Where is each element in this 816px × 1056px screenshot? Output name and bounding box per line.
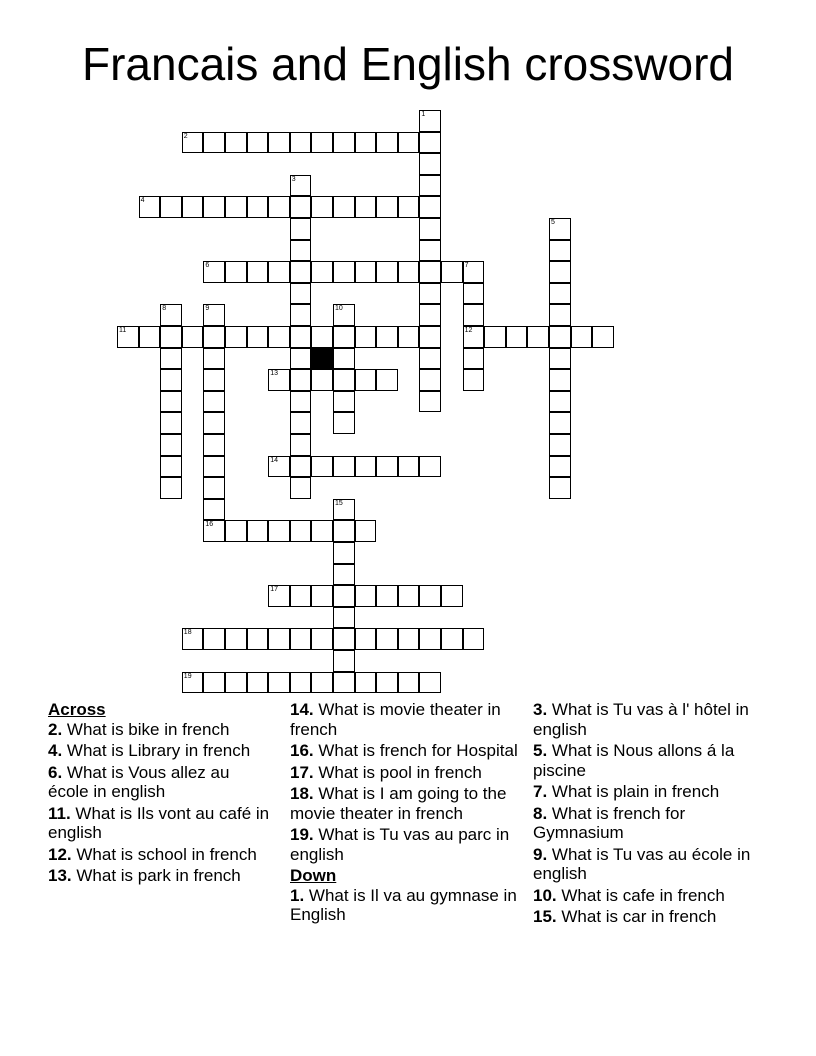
grid-cell[interactable] bbox=[333, 499, 355, 521]
grid-cell[interactable] bbox=[419, 672, 441, 694]
grid-cell[interactable] bbox=[247, 672, 269, 694]
grid-cell[interactable] bbox=[225, 326, 247, 348]
grid-cell[interactable] bbox=[549, 391, 571, 413]
grid-cell[interactable] bbox=[160, 434, 182, 456]
grid-cell[interactable] bbox=[333, 391, 355, 413]
grid-cell[interactable] bbox=[225, 132, 247, 154]
clue-item-number: 11. bbox=[48, 803, 71, 823]
grid-cell[interactable] bbox=[311, 520, 333, 542]
clue-item-text: What is I am going to the movie theater in french bbox=[290, 784, 507, 823]
grid-cell[interactable] bbox=[463, 304, 485, 326]
grid-cell[interactable] bbox=[203, 499, 225, 521]
grid-cell[interactable] bbox=[333, 672, 355, 694]
grid-cell[interactable] bbox=[333, 369, 355, 391]
grid-cell[interactable] bbox=[333, 196, 355, 218]
grid-cell[interactable] bbox=[182, 132, 204, 154]
grid-cell[interactable] bbox=[160, 348, 182, 370]
grid-cell[interactable] bbox=[311, 326, 333, 348]
grid-cell[interactable] bbox=[355, 456, 377, 478]
clue-number: 2 bbox=[183, 132, 188, 140]
grid-cell[interactable] bbox=[419, 132, 441, 154]
grid-cell[interactable] bbox=[203, 391, 225, 413]
clue-item bbox=[290, 825, 526, 864]
grid-cell[interactable] bbox=[268, 672, 290, 694]
grid-cell[interactable] bbox=[139, 196, 161, 218]
grid-cell[interactable] bbox=[376, 585, 398, 607]
grid-cell[interactable] bbox=[355, 369, 377, 391]
grid-cell[interactable] bbox=[203, 520, 225, 542]
grid-cell[interactable] bbox=[355, 520, 377, 542]
grid-cell[interactable] bbox=[333, 542, 355, 564]
grid-cell[interactable] bbox=[203, 132, 225, 154]
grid-cell[interactable] bbox=[268, 628, 290, 650]
across-clue-list-continued bbox=[290, 700, 526, 864]
grid-cell[interactable] bbox=[290, 304, 312, 326]
grid-cell[interactable] bbox=[247, 520, 269, 542]
clue-number: 9 bbox=[205, 305, 210, 313]
grid-cell[interactable] bbox=[398, 672, 420, 694]
grid-cell[interactable] bbox=[333, 132, 355, 154]
page-title: Francais and English crossword bbox=[82, 38, 734, 90]
grid-cell[interactable] bbox=[376, 326, 398, 348]
clue-item-number: 7. bbox=[533, 782, 548, 801]
grid-cell[interactable] bbox=[398, 628, 420, 650]
grid-cell[interactable] bbox=[203, 456, 225, 478]
grid-cell[interactable] bbox=[376, 672, 398, 694]
grid-cell[interactable] bbox=[333, 628, 355, 650]
clue-number: 15 bbox=[335, 499, 343, 507]
clue-item-number: 10. bbox=[533, 885, 557, 905]
grid-cell[interactable] bbox=[333, 564, 355, 586]
clue-item-text: What is Vous allez au école in english bbox=[48, 762, 230, 801]
grid-cell[interactable] bbox=[398, 261, 420, 283]
grid-cell[interactable] bbox=[268, 196, 290, 218]
grid-cell[interactable] bbox=[117, 326, 139, 348]
clue-item bbox=[290, 700, 526, 739]
grid-cell[interactable] bbox=[311, 585, 333, 607]
grid-cell[interactable] bbox=[549, 261, 571, 283]
clue-item-number: 18. bbox=[290, 784, 314, 803]
grid-cell[interactable] bbox=[355, 585, 377, 607]
clue-item-number: 12. bbox=[48, 844, 72, 864]
grid-cell[interactable] bbox=[225, 628, 247, 650]
grid-cell[interactable] bbox=[355, 628, 377, 650]
grid-cell[interactable] bbox=[419, 326, 441, 348]
clue-item-text: What is plain in french bbox=[547, 782, 720, 801]
grid-cell[interactable] bbox=[290, 520, 312, 542]
grid-cell[interactable] bbox=[160, 412, 182, 434]
grid-cell[interactable] bbox=[160, 391, 182, 413]
grid-cell[interactable] bbox=[549, 369, 571, 391]
clue-item bbox=[533, 845, 769, 884]
grid-cell[interactable] bbox=[549, 240, 571, 262]
grid-cell[interactable] bbox=[376, 261, 398, 283]
grid-cell[interactable] bbox=[549, 218, 571, 240]
clue-item-text: What is cafe in french bbox=[556, 885, 725, 905]
clue-item-text: What is Library in french bbox=[62, 741, 251, 760]
grid-cell[interactable] bbox=[549, 348, 571, 370]
clue-item-number: 1. bbox=[290, 885, 305, 905]
grid-cell[interactable] bbox=[355, 196, 377, 218]
grid-cell[interactable] bbox=[419, 240, 441, 262]
grid-cell[interactable] bbox=[290, 348, 312, 370]
clue-number: 8 bbox=[162, 305, 167, 313]
black-square bbox=[311, 348, 333, 370]
clue-number: 10 bbox=[335, 305, 343, 313]
grid-cell[interactable] bbox=[419, 153, 441, 175]
grid-cell[interactable] bbox=[160, 456, 182, 478]
grid-cell[interactable] bbox=[333, 650, 355, 672]
clue-number: 5 bbox=[551, 219, 555, 226]
clue-item bbox=[290, 886, 526, 925]
grid-cell[interactable] bbox=[182, 628, 204, 650]
grid-cell[interactable] bbox=[311, 369, 333, 391]
grid-cell[interactable] bbox=[355, 132, 377, 154]
clue-item-number: 17. bbox=[290, 762, 314, 782]
grid-cell[interactable] bbox=[549, 477, 571, 499]
grid-cell[interactable] bbox=[398, 196, 420, 218]
grid-cell[interactable] bbox=[398, 585, 420, 607]
grid-cell[interactable] bbox=[463, 283, 485, 305]
clue-number: 14 bbox=[270, 456, 278, 464]
grid-cell[interactable] bbox=[333, 348, 355, 370]
clue-number: 11 bbox=[119, 327, 127, 334]
clue-item bbox=[48, 763, 270, 802]
grid-cell[interactable] bbox=[333, 520, 355, 542]
grid-cell[interactable] bbox=[419, 196, 441, 218]
clue-number: 16 bbox=[205, 521, 214, 529]
grid-cell[interactable] bbox=[290, 456, 312, 478]
grid-cell[interactable] bbox=[290, 412, 312, 434]
grid-cell[interactable] bbox=[160, 304, 182, 326]
grid-cell[interactable] bbox=[463, 369, 485, 391]
grid-cell[interactable] bbox=[203, 304, 225, 326]
down-clue-list-continued bbox=[533, 700, 769, 927]
grid-cell[interactable] bbox=[355, 672, 377, 694]
grid-cell[interactable] bbox=[290, 218, 312, 240]
clue-column-3 bbox=[533, 700, 769, 929]
across-clue-list bbox=[48, 720, 270, 886]
grid-cell[interactable] bbox=[268, 520, 290, 542]
grid-cell[interactable] bbox=[398, 326, 420, 348]
clue-item-number: 5. bbox=[533, 741, 548, 760]
grid-cell[interactable] bbox=[441, 585, 463, 607]
grid-cell[interactable] bbox=[203, 412, 225, 434]
clue-column-2 bbox=[290, 700, 526, 927]
grid-cell[interactable] bbox=[290, 283, 312, 305]
down-clue-list bbox=[290, 886, 526, 925]
clue-item-text: What is Tu vas à l' hôtel in english bbox=[533, 700, 749, 739]
grid-cell[interactable] bbox=[419, 456, 441, 478]
clue-item bbox=[290, 741, 526, 761]
clue-number: 19 bbox=[183, 672, 192, 680]
clue-item-number: 6. bbox=[48, 762, 63, 782]
grid-cell[interactable] bbox=[290, 434, 312, 456]
grid-cell[interactable] bbox=[398, 456, 420, 478]
clue-item-number: 19. bbox=[290, 825, 314, 844]
clue-item-text: What is Tu vas au parc in english bbox=[290, 825, 510, 864]
grid-cell[interactable] bbox=[160, 477, 182, 499]
grid-cell[interactable] bbox=[247, 196, 269, 218]
grid-cell[interactable] bbox=[311, 628, 333, 650]
clue-item bbox=[533, 700, 769, 739]
grid-cell[interactable] bbox=[355, 326, 377, 348]
grid-cell[interactable] bbox=[463, 326, 485, 348]
clue-number: 1 bbox=[421, 111, 426, 118]
grid-cell[interactable] bbox=[463, 628, 485, 650]
grid-cell[interactable] bbox=[247, 628, 269, 650]
grid-cell[interactable] bbox=[333, 304, 355, 326]
clue-item-number: 14. bbox=[290, 700, 314, 719]
grid-cell[interactable] bbox=[419, 391, 441, 413]
down-heading: Down bbox=[290, 866, 337, 885]
grid-cell[interactable] bbox=[290, 672, 312, 694]
clue-item bbox=[290, 763, 526, 783]
clue-item-number: 8. bbox=[533, 803, 548, 823]
grid-cell[interactable] bbox=[549, 412, 571, 434]
grid-cell[interactable] bbox=[225, 261, 247, 283]
clue-number: 4 bbox=[140, 197, 145, 205]
grid-cell[interactable] bbox=[549, 434, 571, 456]
grid-cell[interactable] bbox=[225, 520, 247, 542]
grid-cell[interactable] bbox=[160, 326, 182, 348]
clue-item-number: 4. bbox=[48, 741, 63, 760]
grid-cell[interactable] bbox=[203, 672, 225, 694]
grid-cell[interactable] bbox=[268, 326, 290, 348]
clue-item-text: What is bike in french bbox=[62, 719, 230, 739]
grid-cell[interactable] bbox=[268, 369, 290, 391]
grid-cell[interactable] bbox=[290, 240, 312, 262]
clue-item-number: 9. bbox=[533, 844, 548, 864]
clue-item-text: What is school in french bbox=[71, 844, 257, 864]
clue-item-number: 16. bbox=[290, 741, 314, 760]
grid-cell[interactable] bbox=[463, 348, 485, 370]
grid-cell[interactable] bbox=[290, 196, 312, 218]
grid-cell[interactable] bbox=[592, 326, 614, 348]
grid-cell[interactable] bbox=[290, 132, 312, 154]
grid-cell[interactable] bbox=[203, 369, 225, 391]
grid-cell[interactable] bbox=[247, 132, 269, 154]
grid-cell[interactable] bbox=[549, 456, 571, 478]
grid-cell[interactable] bbox=[484, 326, 506, 348]
grid-cell[interactable] bbox=[160, 369, 182, 391]
grid-cell[interactable] bbox=[398, 132, 420, 154]
grid-cell[interactable] bbox=[333, 412, 355, 434]
clue-number: 12 bbox=[464, 327, 473, 334]
clue-item bbox=[533, 782, 769, 802]
grid-cell[interactable] bbox=[419, 628, 441, 650]
grid-cell[interactable] bbox=[571, 326, 593, 348]
clue-item bbox=[48, 720, 270, 740]
grid-cell[interactable] bbox=[225, 672, 247, 694]
clue-item bbox=[533, 907, 769, 927]
grid-cell[interactable] bbox=[441, 628, 463, 650]
clue-item-text: What is Tu vas au école in english bbox=[533, 844, 751, 883]
grid-cell[interactable] bbox=[290, 477, 312, 499]
clue-item bbox=[533, 886, 769, 906]
grid-cell[interactable] bbox=[290, 175, 312, 197]
grid-cell[interactable] bbox=[311, 672, 333, 694]
grid-cell[interactable] bbox=[419, 110, 441, 132]
clue-number: 17 bbox=[270, 586, 278, 594]
grid-cell[interactable] bbox=[311, 132, 333, 154]
grid-cell[interactable] bbox=[333, 456, 355, 478]
grid-cell[interactable] bbox=[419, 348, 441, 370]
grid-cell[interactable] bbox=[139, 326, 161, 348]
clue-item bbox=[48, 804, 270, 843]
grid-cell[interactable] bbox=[182, 326, 204, 348]
grid-cell[interactable] bbox=[268, 456, 290, 478]
grid-cell[interactable] bbox=[247, 326, 269, 348]
clue-item-number: 2. bbox=[48, 719, 63, 739]
clue-number: 6 bbox=[205, 262, 210, 270]
clue-item-number: 3. bbox=[533, 700, 548, 719]
grid-cell[interactable] bbox=[419, 218, 441, 240]
grid-cell[interactable] bbox=[268, 132, 290, 154]
grid-cell[interactable] bbox=[290, 261, 312, 283]
grid-cell[interactable] bbox=[441, 261, 463, 283]
grid-cell[interactable] bbox=[225, 196, 247, 218]
clue-item bbox=[290, 784, 526, 823]
grid-cell[interactable] bbox=[549, 304, 571, 326]
clue-item-text: What is Il va au gymnase in English bbox=[290, 885, 517, 924]
grid-cell[interactable] bbox=[311, 261, 333, 283]
grid-cell[interactable] bbox=[419, 304, 441, 326]
grid-cell[interactable] bbox=[290, 326, 312, 348]
grid-cell[interactable] bbox=[419, 261, 441, 283]
grid-cell[interactable] bbox=[333, 326, 355, 348]
grid-cell[interactable] bbox=[376, 628, 398, 650]
grid-cell[interactable] bbox=[268, 585, 290, 607]
grid-cell[interactable] bbox=[203, 477, 225, 499]
grid-cell[interactable] bbox=[203, 326, 225, 348]
clue-number: 13 bbox=[270, 370, 278, 378]
clue-item-text: What is car in french bbox=[556, 907, 717, 926]
grid-cell[interactable] bbox=[203, 348, 225, 370]
clue-item-text: What is french for Gymnasium bbox=[533, 803, 686, 842]
grid-cell[interactable] bbox=[419, 283, 441, 305]
grid-cell[interactable] bbox=[333, 261, 355, 283]
grid-cell[interactable] bbox=[419, 369, 441, 391]
grid-cell[interactable] bbox=[376, 456, 398, 478]
clue-item-text: What is Ils vont au café in english bbox=[48, 803, 270, 842]
grid-cell[interactable] bbox=[376, 369, 398, 391]
grid-cell[interactable] bbox=[333, 585, 355, 607]
grid-cell[interactable] bbox=[419, 175, 441, 197]
clue-item-number: 15. bbox=[533, 907, 557, 926]
clue-item-number: 13. bbox=[48, 866, 72, 885]
grid-cell[interactable] bbox=[419, 585, 441, 607]
clue-number: 18 bbox=[183, 629, 192, 637]
clue-column-1 bbox=[48, 700, 270, 888]
grid-cell[interactable] bbox=[527, 326, 549, 348]
grid-cell[interactable] bbox=[290, 628, 312, 650]
clue-item-text: What is Nous allons á la piscine bbox=[533, 741, 735, 780]
grid-cell[interactable] bbox=[160, 196, 182, 218]
grid-cell[interactable] bbox=[506, 326, 528, 348]
clue-item bbox=[48, 741, 270, 761]
grid-cell[interactable] bbox=[549, 283, 571, 305]
clue-item bbox=[48, 866, 270, 886]
grid-cell[interactable] bbox=[203, 434, 225, 456]
clue-item-text: What is movie theater in french bbox=[290, 700, 501, 739]
grid-cell[interactable] bbox=[376, 132, 398, 154]
grid-cell[interactable] bbox=[290, 391, 312, 413]
grid-cell[interactable] bbox=[203, 628, 225, 650]
grid-cell[interactable] bbox=[549, 326, 571, 348]
grid-cell[interactable] bbox=[268, 261, 290, 283]
grid-cell[interactable] bbox=[311, 196, 333, 218]
grid-cell[interactable] bbox=[203, 196, 225, 218]
grid-cell[interactable] bbox=[290, 369, 312, 391]
grid-cell[interactable] bbox=[355, 261, 377, 283]
across-heading: Across bbox=[48, 700, 106, 719]
clue-item-text: What is pool in french bbox=[313, 762, 482, 782]
grid-cell[interactable] bbox=[203, 261, 225, 283]
clue-item bbox=[48, 845, 270, 865]
clue-item bbox=[533, 804, 769, 843]
clue-item-text: What is park in french bbox=[71, 866, 241, 885]
grid-cell[interactable] bbox=[290, 585, 312, 607]
grid-cell[interactable] bbox=[247, 261, 269, 283]
grid-cell[interactable] bbox=[333, 607, 355, 629]
clue-number: 3 bbox=[291, 175, 296, 183]
clue-item bbox=[533, 741, 769, 780]
clue-item-text: What is french for Hospital bbox=[313, 741, 518, 760]
grid-cell[interactable] bbox=[311, 456, 333, 478]
grid-cell[interactable] bbox=[463, 261, 485, 283]
grid-cell[interactable] bbox=[182, 672, 204, 694]
grid-cell[interactable] bbox=[376, 196, 398, 218]
clue-number: 7 bbox=[464, 262, 469, 270]
grid-cell[interactable] bbox=[182, 196, 204, 218]
